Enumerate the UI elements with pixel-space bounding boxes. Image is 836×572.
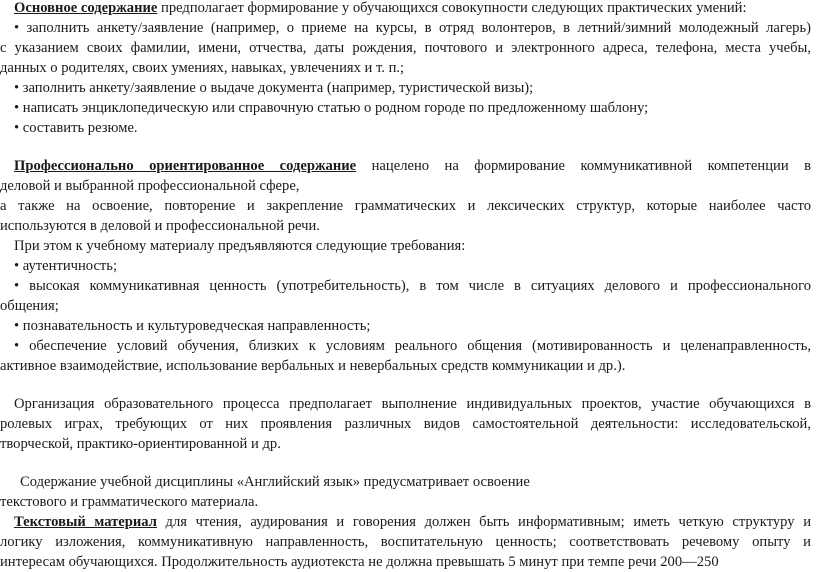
bullet-cognitive-cultural: • познавательность и культуроведческая направленность; [14, 318, 371, 334]
paragraph-discipline-content: Содержание учебной дисциплины «Английский язык» предусматривает освоение [20, 474, 530, 490]
text-line: деловой и выбранной профессиональной сфере, [0, 178, 300, 194]
bullet-fill-form-application: • заполнить анкету/заявление (например, о приеме на курсы, в отряд волонтеров, в летний/зимний молодежный лагерь) [14, 20, 811, 36]
bullet-write-article: • написать энциклопедическую или справочную статью о родном городе по предложенному шаблону; [14, 100, 649, 116]
bullet-authenticity: • аутентичность; [14, 258, 118, 274]
bullet-write-resume: • составить резюме. [14, 120, 138, 136]
text-basic-content-intro: предполагает формирование у обучающихся совокупности следующих практических умений: [157, 0, 747, 16]
heading-basic-content: Основное содержание [14, 0, 158, 16]
text-line: текстового и грамматического материала. [0, 494, 259, 510]
paragraph-basic-content-intro [14, 0, 804, 18]
paragraph-organization: Организация образовательного процесса предполагает выполнение индивидуальных проектов, участие обучающихся в [14, 396, 811, 412]
text-line: ролевых играх, требующих от них проявления различных видов самостоятельной деятельности: исследовательской, [0, 416, 811, 432]
text-line: данных о родителях, своих умениях, навыках, увлечениях и т. п.; [0, 60, 405, 76]
paragraph-professional-content-intro [14, 156, 811, 176]
bullet-learning-conditions: • обеспечение условий обучения, близких к условиям реального общения (мотивированность и целенаправленность, [14, 338, 811, 354]
bullet-communicative-value: • высокая коммуникативная ценность (употребительность), в том числе в ситуациях делового и профессионального [14, 278, 811, 294]
text-line: творческой, практико-ориентированной и др. [0, 436, 281, 452]
text-line: а также на освоение, повторение и закрепление грамматических и лексических структур, которые наиболее часто [0, 198, 811, 214]
text-text-material-intro: для чтения, аудирования и говорения должен быть информативным; иметь четкую структуру и [156, 514, 812, 530]
text-requirements-intro: При этом к учебному материалу предъявляются следующие требования: [14, 238, 466, 254]
bullet-fill-form-visa: • заполнить анкету/заявление о выдаче документа (например, туристической визы); [14, 80, 534, 96]
text-line: общения; [0, 298, 59, 314]
text-line: логику изложения, коммуникативную направленность, воспитательную ценность; соответствовать речевому опыту и [0, 534, 811, 550]
text-line: используются в деловой и профессиональной речи. [0, 218, 320, 234]
text-professional-content-intro: нацелено на формирование коммуникативной компетенции в [356, 158, 811, 174]
heading-text-material: Текстовый материал [14, 514, 157, 530]
text-line: с указанием своих фамилии, имени, отчества, даты рождения, почтового и электронного адреса, телефона, места учебы, [0, 40, 811, 56]
heading-professional-content: Профессионально ориентированное содержание [14, 158, 357, 174]
paragraph-text-material [14, 512, 811, 532]
text-line: активное взаимодействие, использование вербальных и невербальных средств коммуникации и др.). [0, 358, 626, 374]
text-line: интересам обучающихся. Продолжительность аудиотекста не должна превышать 5 минут при темпе речи 200—250 [0, 554, 719, 570]
